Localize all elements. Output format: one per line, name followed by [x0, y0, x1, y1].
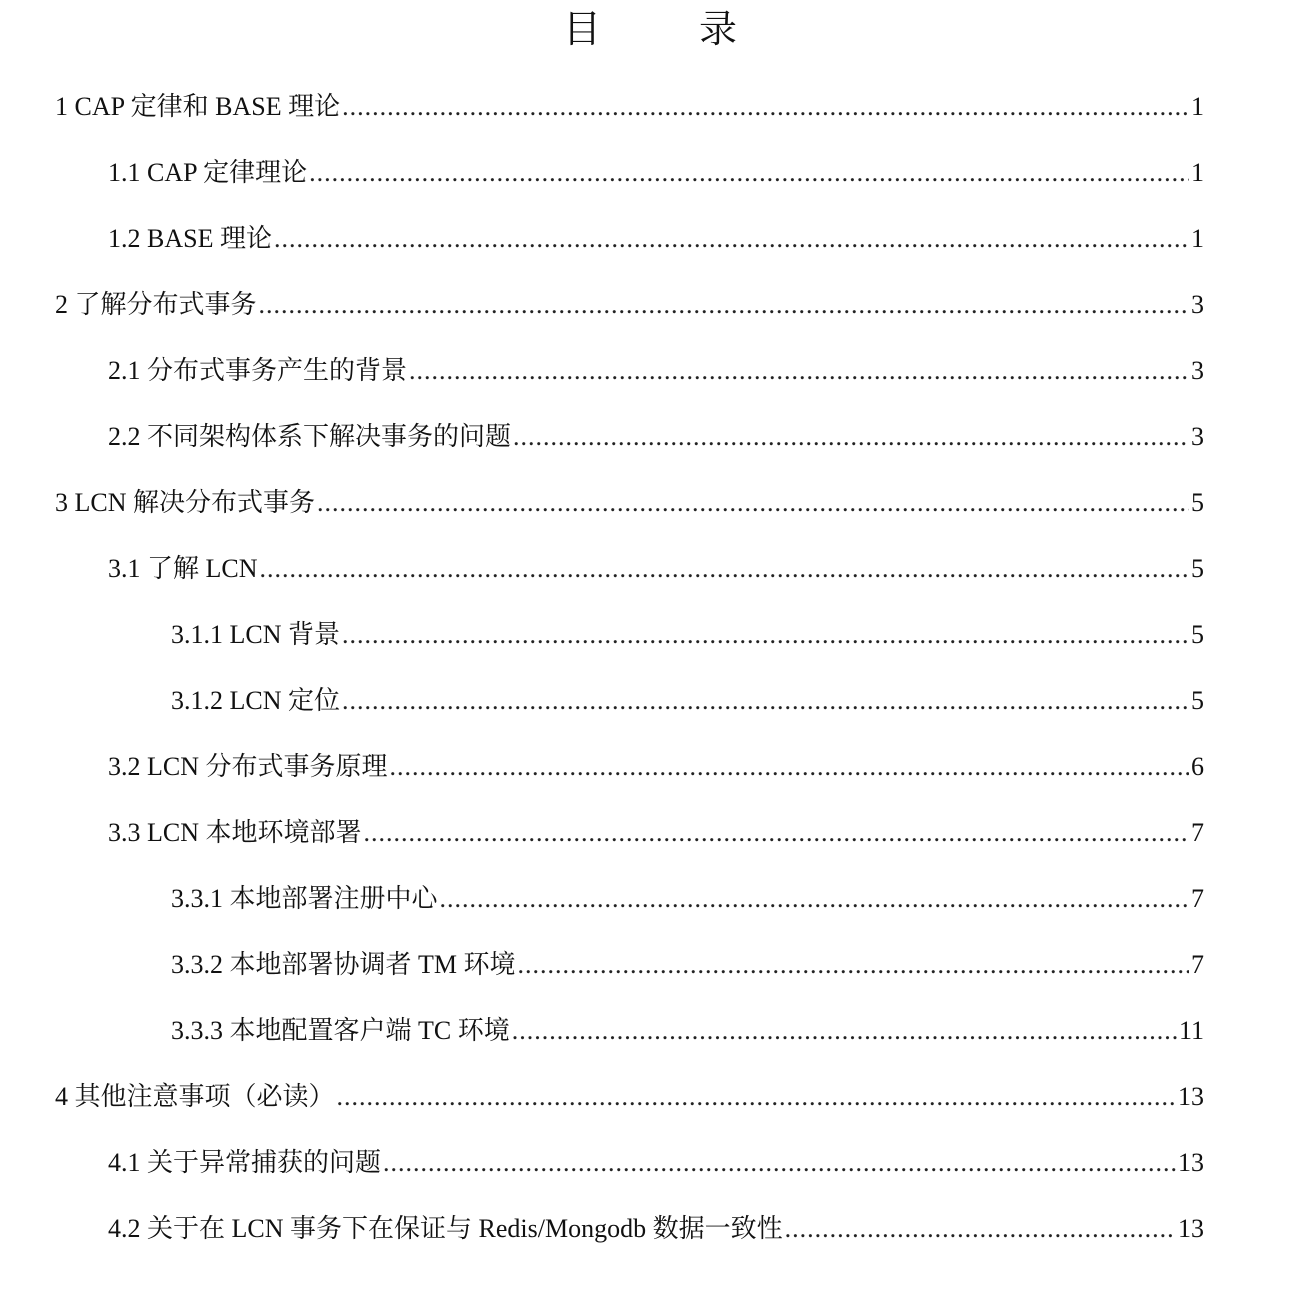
toc-entry-text: 3.1.1 LCN 背景 — [171, 620, 341, 649]
toc-page-number: 11 — [1178, 1016, 1204, 1045]
toc-leader-dots — [390, 734, 1189, 800]
toc-page-number: 7 — [1191, 884, 1204, 913]
toc-entry-text: 2.1 分布式事务产生的背景 — [108, 356, 408, 385]
toc-entry[interactable] — [0, 1196, 1300, 1262]
toc-leader-dots — [409, 338, 1189, 404]
toc-entry[interactable] — [0, 404, 1300, 470]
toc-page-number: 13 — [1178, 1148, 1204, 1177]
toc-entry-text: 3.3.3 本地配置客户端 TC 环境 — [171, 1016, 510, 1045]
toc-leader-dots — [364, 800, 1189, 866]
toc-leader-dots — [383, 1130, 1176, 1196]
toc-entry-text: 3.3 LCN 本地环境部署 — [108, 818, 362, 847]
toc-leader-dots — [785, 1196, 1176, 1262]
toc-page-number: 13 — [1178, 1082, 1204, 1111]
toc-entry-text: 1.2 BASE 理论 — [108, 224, 272, 253]
toc-entry-text: 3.3.2 本地部署协调者 TM 环境 — [171, 950, 516, 979]
toc-page-number: 5 — [1191, 554, 1204, 583]
toc-entry[interactable] — [0, 668, 1300, 734]
toc-entry-text: 3.3.1 本地部署注册中心 — [171, 884, 438, 913]
toc-entry-text: 2.2 不同架构体系下解决事务的问题 — [108, 422, 512, 451]
toc-entry-text: 4.1 关于异常捕获的问题 — [108, 1148, 382, 1177]
toc-page-number: 5 — [1191, 488, 1204, 517]
toc-page-number: 3 — [1191, 356, 1204, 385]
toc-entry-text: 1 CAP 定律和 BASE 理论 — [55, 92, 341, 121]
toc-leader-dots — [342, 668, 1189, 734]
toc-page-number: 1 — [1191, 92, 1204, 121]
toc-entry-text: 4 其他注意事项（必读） — [55, 1082, 335, 1111]
toc-leader-dots — [512, 998, 1177, 1064]
toc-entry[interactable] — [0, 74, 1300, 140]
toc-entry[interactable] — [0, 602, 1300, 668]
toc-page-number: 3 — [1191, 290, 1204, 319]
toc-entry[interactable] — [0, 800, 1300, 866]
toc-leader-dots — [259, 272, 1189, 338]
toc-entry-text: 3.1 了解 LCN — [108, 554, 258, 583]
toc-leader-dots — [342, 74, 1189, 140]
toc-entry[interactable] — [0, 1130, 1300, 1196]
toc-entry[interactable] — [0, 734, 1300, 800]
toc-page-number: 5 — [1191, 620, 1204, 649]
toc-entry-text: 1.1 CAP 定律理论 — [108, 158, 308, 187]
toc-page-number: 1 — [1191, 158, 1204, 187]
toc-page-number: 3 — [1191, 422, 1204, 451]
toc-entry[interactable] — [0, 866, 1300, 932]
table-of-contents — [0, 74, 1300, 1262]
toc-leader-dots — [342, 602, 1189, 668]
toc-leader-dots — [518, 932, 1189, 998]
toc-leader-dots — [317, 470, 1189, 536]
toc-entry[interactable] — [0, 140, 1300, 206]
toc-leader-dots — [513, 404, 1189, 470]
toc-page-number: 1 — [1191, 224, 1204, 253]
toc-entry-text: 4.2 关于在 LCN 事务下在保证与 Redis/Mongodb 数据一致性 — [108, 1214, 783, 1243]
toc-leader-dots — [440, 866, 1189, 932]
toc-leader-dots — [274, 206, 1189, 272]
toc-entry[interactable] — [0, 470, 1300, 536]
toc-page-number: 7 — [1191, 950, 1204, 979]
toc-entry-text: 3.1.2 LCN 定位 — [171, 686, 341, 715]
toc-entry[interactable] — [0, 932, 1300, 998]
toc-entry[interactable] — [0, 998, 1300, 1064]
toc-leader-dots — [260, 536, 1189, 602]
toc-entry[interactable] — [0, 206, 1300, 272]
toc-entry-text: 3.2 LCN 分布式事务原理 — [108, 752, 388, 781]
toc-leader-dots — [309, 140, 1189, 206]
toc-entry-text: 3 LCN 解决分布式事务 — [55, 488, 316, 517]
toc-page-number: 6 — [1191, 752, 1204, 781]
toc-entry[interactable] — [0, 338, 1300, 404]
toc-title: 目 录 — [562, 9, 767, 51]
toc-page-number: 5 — [1191, 686, 1204, 715]
toc-entry[interactable] — [0, 536, 1300, 602]
toc-entry-text: 2 了解分布式事务 — [55, 290, 257, 319]
toc-leader-dots — [337, 1064, 1176, 1130]
toc-entry[interactable] — [0, 272, 1300, 338]
toc-page-number: 13 — [1178, 1214, 1204, 1243]
toc-entry[interactable] — [0, 1064, 1300, 1130]
toc-page-number: 7 — [1191, 818, 1204, 847]
